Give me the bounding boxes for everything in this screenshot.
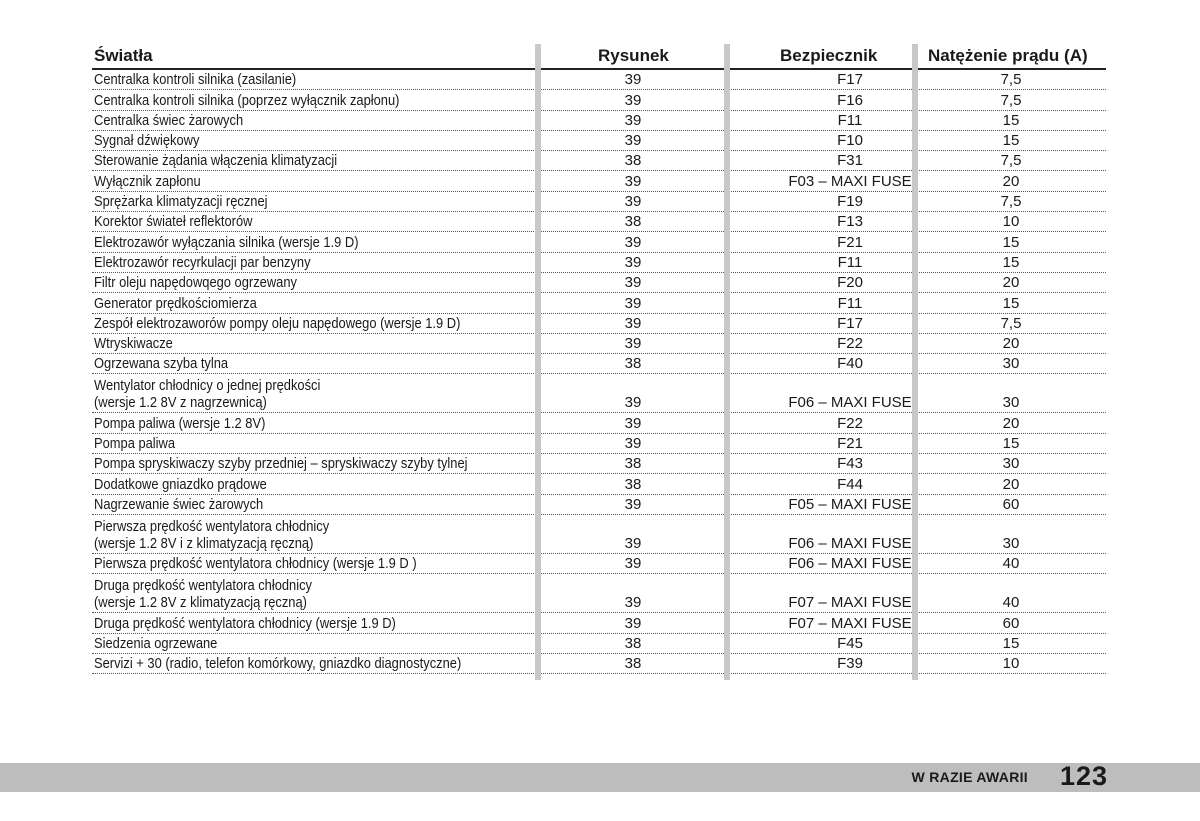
fuse-id: F39	[837, 655, 863, 673]
table-row	[92, 111, 1106, 131]
table-row	[92, 574, 1106, 613]
circuit-name: Centralka świec żarowych	[94, 111, 244, 129]
table-row	[92, 474, 1106, 494]
table-row	[92, 212, 1106, 232]
table-row	[92, 70, 1106, 90]
fuse-id: F17	[837, 71, 863, 89]
fuse-id: F11	[837, 253, 863, 271]
fuse-id: F21	[837, 233, 863, 251]
figure-number: 39	[624, 91, 642, 109]
figure-number: 39	[624, 172, 642, 190]
fuse-id: F07 – MAXI FUSE	[788, 594, 912, 612]
table-row	[92, 515, 1106, 554]
header-fuse: Bezpiecznik	[780, 46, 878, 65]
figure-number: 38	[624, 475, 642, 493]
figure-number: 39	[624, 294, 642, 312]
current-rating: 15	[1002, 132, 1020, 150]
header-current: Natężenie prądu (A)	[928, 46, 1088, 65]
figure-number: 39	[624, 594, 642, 612]
circuit-name: Pierwsza prędkość wentylatora chłodnicy (wersje 1.9 D )	[94, 555, 417, 573]
current-rating: 15	[1002, 233, 1020, 251]
figure-number: 39	[624, 614, 642, 632]
figure-number: 39	[624, 253, 642, 271]
figure-number: 39	[624, 193, 642, 211]
table-row	[92, 613, 1106, 633]
fuse-id: F10	[837, 132, 863, 150]
page-footer	[0, 763, 1200, 792]
current-rating: 7,5	[1000, 193, 1022, 211]
fuse-id: F13	[837, 213, 863, 231]
fuse-id: F06 – MAXI FUSE	[788, 555, 912, 573]
fuse-id: F31	[837, 152, 863, 170]
fuse-id: F11	[837, 111, 863, 129]
table-row	[92, 554, 1106, 574]
figure-number: 39	[624, 335, 642, 353]
fuse-id: F17	[837, 314, 863, 332]
current-rating: 15	[1002, 294, 1020, 312]
figure-number: 38	[624, 355, 642, 373]
circuit-name: Wyłącznik zapłonu	[94, 172, 201, 190]
section-title: W RAZIE AWARII	[911, 769, 1028, 785]
circuit-name: Ogrzewana szyba tylna	[94, 355, 229, 373]
figure-number: 39	[624, 111, 642, 129]
fuse-id: F11	[837, 294, 863, 312]
table-row	[92, 253, 1106, 273]
table-row	[92, 454, 1106, 474]
fuse-id: F06 – MAXI FUSE	[788, 534, 912, 552]
current-rating: 15	[1002, 435, 1020, 453]
current-rating: 10	[1002, 655, 1020, 673]
fuse-id: F05 – MAXI FUSE	[788, 495, 912, 513]
fuse-id: F40	[837, 355, 863, 373]
circuit-name: Siedzenia ogrzewane	[94, 634, 218, 652]
table-row	[92, 334, 1106, 354]
table-row	[92, 171, 1106, 191]
fuse-id: F20	[837, 274, 863, 292]
current-rating: 7,5	[1000, 152, 1022, 170]
figure-number: 38	[624, 213, 642, 231]
table-row	[92, 273, 1106, 293]
fuse-id: F22	[837, 414, 863, 432]
current-rating: 15	[1002, 634, 1020, 652]
circuit-name: Pompa spryskiwaczy szyby przedniej – spryskiwaczy szyby tylnej	[94, 455, 468, 473]
figure-number: 39	[624, 435, 642, 453]
figure-number: 39	[624, 274, 642, 292]
figure-number: 39	[624, 71, 642, 89]
table-row	[92, 90, 1106, 110]
table-row	[92, 314, 1106, 334]
circuit-name: Korektor świateł reflektorów	[94, 213, 253, 231]
header-figure: Rysunek	[598, 46, 669, 65]
circuit-name: Dodatkowe gniazdko prądowe	[94, 475, 267, 493]
current-rating: 7,5	[1000, 91, 1022, 109]
table-row	[92, 293, 1106, 313]
current-rating: 30	[1002, 355, 1020, 373]
table-row	[92, 354, 1106, 374]
current-rating: 10	[1002, 213, 1020, 231]
circuit-name: Elektrozawór wyłączania silnika (wersje 1.9 D)	[94, 233, 359, 251]
table-row	[92, 151, 1106, 171]
fuse-table	[92, 44, 1106, 674]
figure-number: 39	[624, 314, 642, 332]
figure-number: 39	[624, 534, 642, 552]
current-rating: 15	[1002, 253, 1020, 271]
table-row	[92, 192, 1106, 212]
figure-number: 38	[624, 655, 642, 673]
current-rating: 30	[1002, 394, 1020, 412]
figure-number: 39	[624, 394, 642, 412]
current-rating: 30	[1002, 534, 1020, 552]
figure-number: 38	[624, 634, 642, 652]
current-rating: 40	[1002, 594, 1020, 612]
circuit-name: Sprężarka klimatyzacji ręcznej	[94, 193, 268, 211]
page-number: 123	[1059, 761, 1108, 791]
figure-number: 39	[624, 495, 642, 513]
table-row	[92, 654, 1106, 674]
fuse-id: F21	[837, 435, 863, 453]
fuse-id: F43	[837, 455, 863, 473]
column-divider	[724, 44, 730, 680]
circuit-name: Sterowanie żądania włączenia klimatyzacji	[94, 152, 338, 170]
circuit-name: Druga prędkość wentylatora chłodnicy (wersje 1.2 8V z klimatyzacją ręczną)	[94, 577, 312, 612]
table-header	[92, 44, 1106, 70]
circuit-name: Filtr oleju napędowqego ogrzewany	[94, 274, 297, 292]
current-rating: 20	[1002, 414, 1020, 432]
current-rating: 20	[1002, 475, 1020, 493]
current-rating: 40	[1002, 555, 1020, 573]
table-body	[92, 70, 1106, 674]
table-row	[92, 232, 1106, 252]
current-rating: 20	[1002, 274, 1020, 292]
fuse-id: F07 – MAXI FUSE	[788, 614, 912, 632]
current-rating: 20	[1002, 172, 1020, 190]
fuse-id: F19	[837, 193, 863, 211]
circuit-name: Wentylator chłodnicy o jednej prędkości (wersje 1.2 8V z nagrzewnicą)	[94, 377, 321, 412]
table-row	[92, 634, 1106, 654]
figure-number: 38	[624, 455, 642, 473]
circuit-name: Pompa paliwa (wersje 1.2 8V)	[94, 414, 266, 432]
current-rating: 15	[1002, 111, 1020, 129]
fuse-id: F16	[837, 91, 863, 109]
table-row	[92, 495, 1106, 515]
fuse-id: F44	[837, 475, 863, 493]
current-rating: 7,5	[1000, 71, 1022, 89]
circuit-name: Generator prędkościomierza	[94, 294, 257, 312]
fuse-id: F22	[837, 335, 863, 353]
figure-number: 39	[624, 555, 642, 573]
circuit-name: Nagrzewanie świec żarowych	[94, 495, 264, 513]
circuit-name: Elektrozawór recyrkulacji par benzyny	[94, 253, 311, 271]
circuit-name: Wtryskiwacze	[94, 335, 173, 353]
figure-number: 39	[624, 132, 642, 150]
circuit-name: Pompa paliwa	[94, 435, 176, 453]
figure-number: 39	[624, 233, 642, 251]
figure-number: 39	[624, 414, 642, 432]
circuit-name: Centralka kontroli silnika (poprzez wyłącznik zapłonu)	[94, 91, 400, 109]
current-rating: 60	[1002, 495, 1020, 513]
table-row	[92, 434, 1106, 454]
figure-number: 38	[624, 152, 642, 170]
circuit-name: Sygnał dźwiękowy	[94, 132, 200, 150]
fuse-id: F03 – MAXI FUSE	[788, 172, 912, 190]
column-divider	[912, 44, 918, 680]
table-row	[92, 413, 1106, 433]
circuit-name: Pierwsza prędkość wentylatora chłodnicy (wersje 1.2 8V i z klimatyzacją ręczną)	[94, 517, 330, 552]
fuse-id: F06 – MAXI FUSE	[788, 394, 912, 412]
fuse-id: F45	[837, 634, 863, 652]
current-rating: 20	[1002, 335, 1020, 353]
circuit-name: Servizi + 30 (radio, telefon komórkowy, gniazdko diagnostyczne)	[94, 655, 462, 673]
table-row	[92, 374, 1106, 413]
table-row	[92, 131, 1106, 151]
circuit-name: Druga prędkość wentylatora chłodnicy (wersje 1.9 D)	[94, 614, 396, 632]
column-divider	[535, 44, 541, 680]
current-rating: 60	[1002, 614, 1020, 632]
current-rating: 30	[1002, 455, 1020, 473]
current-rating: 7,5	[1000, 314, 1022, 332]
header-lights: Światła	[94, 46, 153, 65]
circuit-name: Zespół elektrozaworów pompy oleju napędowego (wersje 1.9 D)	[94, 314, 461, 332]
circuit-name: Centralka kontroli silnika (zasilanie)	[94, 71, 297, 89]
